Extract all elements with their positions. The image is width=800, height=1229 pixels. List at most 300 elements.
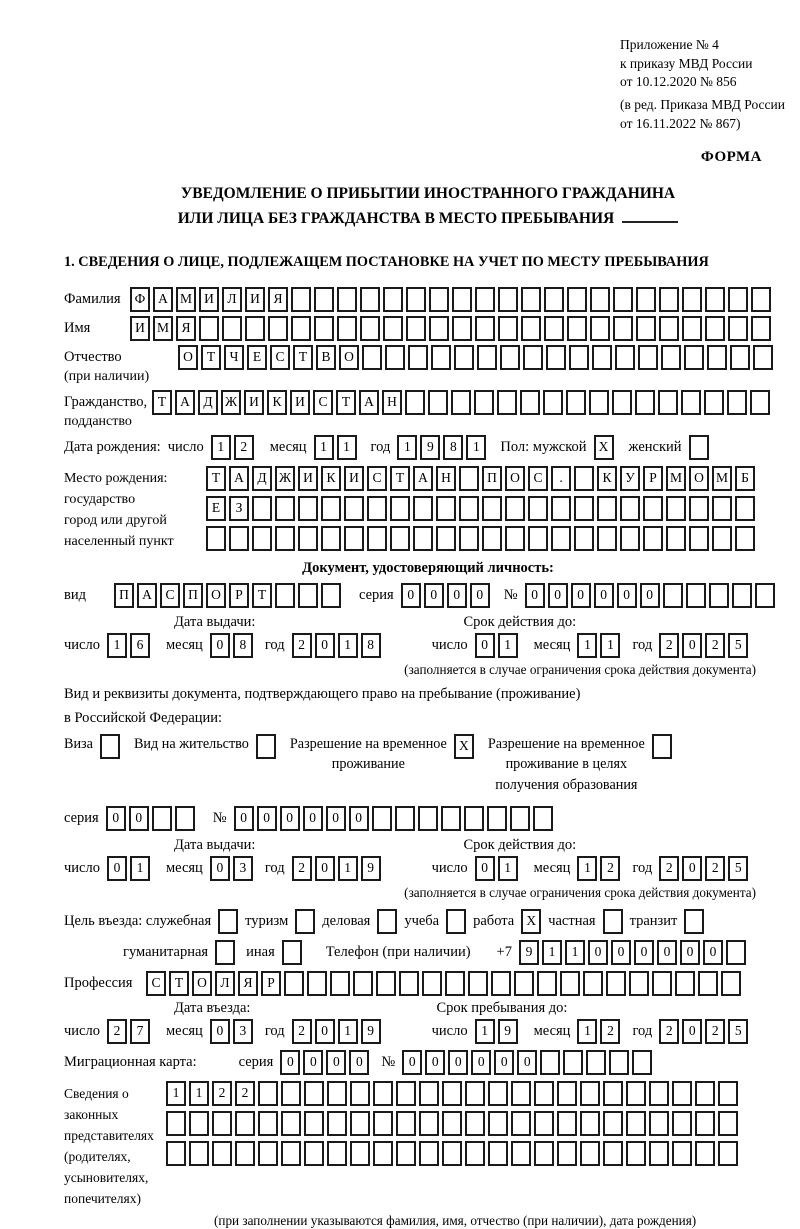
box-cell[interactable]: О — [689, 466, 709, 491]
box-cell[interactable]: Т — [201, 345, 221, 370]
box-cell[interactable]: 0 — [470, 583, 490, 608]
box-cell[interactable] — [514, 971, 534, 996]
box-cell[interactable] — [636, 287, 656, 312]
box-cell[interactable] — [284, 971, 304, 996]
box-cell[interactable] — [681, 390, 701, 415]
box-cell[interactable]: 0 — [447, 583, 467, 608]
box-cell[interactable]: 1 — [600, 633, 620, 658]
box-cell[interactable] — [728, 287, 748, 312]
box-cell[interactable] — [735, 496, 755, 521]
box-cell[interactable] — [298, 526, 318, 551]
box-cell[interactable] — [189, 1111, 209, 1136]
box-cell[interactable]: 0 — [682, 856, 702, 881]
box-cell[interactable] — [330, 971, 350, 996]
box-cell[interactable] — [451, 390, 471, 415]
box-cell[interactable]: С — [367, 466, 387, 491]
box-cell[interactable]: 0 — [525, 583, 545, 608]
box-cell[interactable] — [606, 971, 626, 996]
box-cell[interactable] — [755, 583, 775, 608]
box-cell[interactable]: А — [137, 583, 157, 608]
box-cell[interactable] — [314, 316, 334, 341]
box-cell[interactable] — [592, 345, 612, 370]
box-cell[interactable] — [597, 496, 617, 521]
purpose-humanitarian-checkbox[interactable] — [215, 940, 235, 965]
box-cell[interactable]: 0 — [280, 806, 300, 831]
box-cell[interactable] — [695, 1141, 715, 1166]
box-cell[interactable] — [245, 316, 265, 341]
box-cell[interactable]: К — [321, 466, 341, 491]
box-cell[interactable]: 2 — [659, 1019, 679, 1044]
box-cell[interactable] — [275, 496, 295, 521]
box-cell[interactable]: 0 — [106, 806, 126, 831]
box-cell[interactable]: У — [620, 466, 640, 491]
box-cell[interactable] — [304, 1141, 324, 1166]
box-cell[interactable]: 0 — [326, 1050, 346, 1075]
box-cell[interactable] — [712, 526, 732, 551]
box-cell[interactable] — [751, 316, 771, 341]
box-cell[interactable]: 1 — [189, 1081, 209, 1106]
box-cell[interactable]: 2 — [705, 633, 725, 658]
box-cell[interactable] — [718, 1111, 738, 1136]
box-cell[interactable]: Н — [382, 390, 402, 415]
box-cell[interactable] — [704, 390, 724, 415]
box-cell[interactable]: О — [192, 971, 212, 996]
box-cell[interactable]: Я — [268, 287, 288, 312]
box-cell[interactable]: Я — [238, 971, 258, 996]
box-cell[interactable] — [482, 496, 502, 521]
box-cell[interactable] — [511, 1111, 531, 1136]
box-cell[interactable] — [751, 287, 771, 312]
box-cell[interactable]: М — [153, 316, 173, 341]
box-cell[interactable] — [199, 316, 219, 341]
box-cell[interactable] — [373, 1111, 393, 1136]
box-cell[interactable] — [344, 496, 364, 521]
box-cell[interactable] — [632, 1050, 652, 1075]
box-cell[interactable] — [528, 526, 548, 551]
box-cell[interactable] — [350, 1111, 370, 1136]
box-cell[interactable]: 0 — [107, 856, 127, 881]
box-cell[interactable]: Б — [735, 466, 755, 491]
box-cell[interactable] — [658, 390, 678, 415]
box-cell[interactable] — [488, 1111, 508, 1136]
box-cell[interactable]: 0 — [475, 633, 495, 658]
box-cell[interactable] — [396, 1111, 416, 1136]
box-cell[interactable] — [373, 1141, 393, 1166]
box-cell[interactable] — [212, 1141, 232, 1166]
box-cell[interactable] — [189, 1141, 209, 1166]
box-cell[interactable] — [304, 1081, 324, 1106]
box-cell[interactable]: К — [597, 466, 617, 491]
box-cell[interactable] — [635, 390, 655, 415]
box-cell[interactable] — [452, 287, 472, 312]
box-cell[interactable] — [534, 1081, 554, 1106]
box-cell[interactable]: 2 — [659, 856, 679, 881]
box-cell[interactable] — [442, 1081, 462, 1106]
box-cell[interactable] — [252, 496, 272, 521]
box-cell[interactable] — [291, 316, 311, 341]
box-cell[interactable]: П — [482, 466, 502, 491]
box-cell[interactable] — [372, 806, 392, 831]
box-cell[interactable] — [291, 287, 311, 312]
box-cell[interactable]: 2 — [292, 856, 312, 881]
box-cell[interactable]: 6 — [130, 633, 150, 658]
box-cell[interactable] — [638, 345, 658, 370]
box-cell[interactable] — [477, 345, 497, 370]
box-cell[interactable] — [546, 345, 566, 370]
box-cell[interactable]: З — [229, 496, 249, 521]
box-cell[interactable]: Т — [252, 583, 272, 608]
gender-male-checkbox[interactable]: X — [594, 435, 614, 460]
box-cell[interactable] — [574, 526, 594, 551]
box-cell[interactable] — [590, 287, 610, 312]
box-cell[interactable]: 9 — [519, 940, 539, 965]
box-cell[interactable] — [321, 583, 341, 608]
box-cell[interactable] — [252, 526, 272, 551]
box-cell[interactable]: 2 — [235, 1081, 255, 1106]
box-cell[interactable] — [475, 287, 495, 312]
box-cell[interactable]: 0 — [471, 1050, 491, 1075]
box-cell[interactable]: 2 — [292, 1019, 312, 1044]
box-cell[interactable]: 1 — [542, 940, 562, 965]
box-cell[interactable] — [589, 390, 609, 415]
box-cell[interactable] — [505, 496, 525, 521]
box-cell[interactable]: Ф — [130, 287, 150, 312]
box-cell[interactable] — [405, 390, 425, 415]
box-cell[interactable]: 0 — [425, 1050, 445, 1075]
box-cell[interactable] — [408, 345, 428, 370]
box-cell[interactable]: Н — [436, 466, 456, 491]
box-cell[interactable] — [360, 316, 380, 341]
box-cell[interactable] — [626, 1111, 646, 1136]
box-cell[interactable] — [314, 287, 334, 312]
box-cell[interactable]: 1 — [577, 856, 597, 881]
box-cell[interactable] — [652, 971, 672, 996]
box-cell[interactable] — [166, 1141, 186, 1166]
box-cell[interactable]: 0 — [349, 806, 369, 831]
box-cell[interactable] — [298, 583, 318, 608]
box-cell[interactable] — [597, 526, 617, 551]
box-cell[interactable] — [376, 971, 396, 996]
purpose-private-checkbox[interactable] — [603, 909, 623, 934]
box-cell[interactable] — [612, 390, 632, 415]
box-cell[interactable]: 5 — [728, 1019, 748, 1044]
box-cell[interactable]: 1 — [577, 1019, 597, 1044]
box-cell[interactable]: 0 — [680, 940, 700, 965]
box-cell[interactable] — [753, 345, 773, 370]
box-cell[interactable]: Т — [152, 390, 172, 415]
box-cell[interactable] — [718, 1081, 738, 1106]
box-cell[interactable] — [643, 496, 663, 521]
box-cell[interactable]: 0 — [682, 1019, 702, 1044]
box-cell[interactable] — [304, 1111, 324, 1136]
box-cell[interactable]: 0 — [401, 583, 421, 608]
box-cell[interactable]: Я — [176, 316, 196, 341]
residence-permit-checkbox[interactable] — [256, 734, 276, 759]
box-cell[interactable]: Т — [169, 971, 189, 996]
box-cell[interactable]: Л — [215, 971, 235, 996]
box-cell[interactable] — [566, 390, 586, 415]
box-cell[interactable] — [429, 287, 449, 312]
box-cell[interactable]: 2 — [705, 1019, 725, 1044]
box-cell[interactable]: О — [178, 345, 198, 370]
box-cell[interactable]: А — [175, 390, 195, 415]
box-cell[interactable]: 0 — [475, 856, 495, 881]
box-cell[interactable]: С — [313, 390, 333, 415]
box-cell[interactable]: 0 — [594, 583, 614, 608]
box-cell[interactable]: С — [160, 583, 180, 608]
box-cell[interactable] — [442, 1111, 462, 1136]
box-cell[interactable] — [580, 1141, 600, 1166]
box-cell[interactable] — [498, 287, 518, 312]
box-cell[interactable] — [672, 1141, 692, 1166]
box-cell[interactable] — [649, 1141, 669, 1166]
box-cell[interactable] — [436, 526, 456, 551]
box-cell[interactable]: 0 — [611, 940, 631, 965]
box-cell[interactable]: 0 — [634, 940, 654, 965]
box-cell[interactable] — [567, 287, 587, 312]
box-cell[interactable] — [152, 806, 172, 831]
purpose-tourism-checkbox[interactable] — [295, 909, 315, 934]
box-cell[interactable] — [603, 1111, 623, 1136]
box-cell[interactable] — [464, 806, 484, 831]
box-cell[interactable] — [666, 496, 686, 521]
box-cell[interactable] — [465, 1111, 485, 1136]
box-cell[interactable] — [567, 316, 587, 341]
box-cell[interactable]: 8 — [361, 633, 381, 658]
box-cell[interactable] — [488, 1081, 508, 1106]
box-cell[interactable]: 2 — [659, 633, 679, 658]
box-cell[interactable] — [682, 316, 702, 341]
box-cell[interactable]: 2 — [705, 856, 725, 881]
box-cell[interactable] — [418, 806, 438, 831]
box-cell[interactable]: 0 — [588, 940, 608, 965]
box-cell[interactable]: 2 — [600, 1019, 620, 1044]
box-cell[interactable]: 9 — [498, 1019, 518, 1044]
box-cell[interactable] — [675, 971, 695, 996]
box-cell[interactable] — [385, 345, 405, 370]
box-cell[interactable]: М — [666, 466, 686, 491]
box-cell[interactable] — [222, 316, 242, 341]
box-cell[interactable] — [533, 806, 553, 831]
box-cell[interactable]: 5 — [728, 633, 748, 658]
box-cell[interactable] — [672, 1111, 692, 1136]
box-cell[interactable] — [544, 316, 564, 341]
box-cell[interactable] — [629, 971, 649, 996]
box-cell[interactable]: 0 — [280, 1050, 300, 1075]
box-cell[interactable] — [574, 466, 594, 491]
box-cell[interactable]: П — [114, 583, 134, 608]
box-cell[interactable] — [540, 1050, 560, 1075]
box-cell[interactable] — [626, 1141, 646, 1166]
box-cell[interactable] — [281, 1081, 301, 1106]
box-cell[interactable] — [613, 316, 633, 341]
box-cell[interactable] — [705, 316, 725, 341]
box-cell[interactable] — [580, 1081, 600, 1106]
box-cell[interactable] — [521, 316, 541, 341]
box-cell[interactable] — [235, 1141, 255, 1166]
box-cell[interactable] — [459, 496, 479, 521]
box-cell[interactable] — [672, 1081, 692, 1106]
box-cell[interactable] — [586, 1050, 606, 1075]
box-cell[interactable]: А — [359, 390, 379, 415]
box-cell[interactable] — [712, 496, 732, 521]
box-cell[interactable]: 0 — [617, 583, 637, 608]
box-cell[interactable] — [707, 345, 727, 370]
box-cell[interactable] — [258, 1081, 278, 1106]
box-cell[interactable]: М — [712, 466, 732, 491]
gender-female-checkbox[interactable] — [689, 435, 709, 460]
box-cell[interactable] — [705, 287, 725, 312]
box-cell[interactable] — [721, 971, 741, 996]
box-cell[interactable]: 1 — [498, 856, 518, 881]
box-cell[interactable]: 1 — [338, 1019, 358, 1044]
purpose-transit-checkbox[interactable] — [684, 909, 704, 934]
box-cell[interactable]: 0 — [571, 583, 591, 608]
purpose-study-checkbox[interactable] — [446, 909, 466, 934]
box-cell[interactable] — [557, 1081, 577, 1106]
box-cell[interactable]: 1 — [211, 435, 231, 460]
box-cell[interactable]: Р — [229, 583, 249, 608]
box-cell[interactable] — [534, 1111, 554, 1136]
box-cell[interactable] — [350, 1141, 370, 1166]
purpose-business-checkbox[interactable] — [377, 909, 397, 934]
box-cell[interactable] — [395, 806, 415, 831]
box-cell[interactable] — [574, 496, 594, 521]
box-cell[interactable]: 0 — [657, 940, 677, 965]
box-cell[interactable] — [500, 345, 520, 370]
box-cell[interactable]: И — [130, 316, 150, 341]
purpose-official-checkbox[interactable] — [218, 909, 238, 934]
box-cell[interactable] — [718, 1141, 738, 1166]
box-cell[interactable]: 0 — [682, 633, 702, 658]
box-cell[interactable] — [505, 526, 525, 551]
box-cell[interactable] — [551, 496, 571, 521]
box-cell[interactable]: О — [206, 583, 226, 608]
box-cell[interactable] — [206, 526, 226, 551]
box-cell[interactable]: 1 — [498, 633, 518, 658]
box-cell[interactable] — [659, 316, 679, 341]
box-cell[interactable] — [523, 345, 543, 370]
box-cell[interactable]: 3 — [233, 1019, 253, 1044]
box-cell[interactable] — [406, 287, 426, 312]
box-cell[interactable]: 1 — [314, 435, 334, 460]
box-cell[interactable] — [643, 526, 663, 551]
box-cell[interactable]: Л — [222, 287, 242, 312]
box-cell[interactable] — [684, 345, 704, 370]
box-cell[interactable]: . — [551, 466, 571, 491]
box-cell[interactable] — [419, 1141, 439, 1166]
purpose-other-checkbox[interactable] — [282, 940, 302, 965]
box-cell[interactable] — [396, 1081, 416, 1106]
box-cell[interactable] — [730, 345, 750, 370]
box-cell[interactable] — [695, 1111, 715, 1136]
box-cell[interactable] — [686, 583, 706, 608]
box-cell[interactable]: 0 — [210, 633, 230, 658]
box-cell[interactable] — [419, 1081, 439, 1106]
box-cell[interactable] — [511, 1081, 531, 1106]
box-cell[interactable]: 1 — [565, 940, 585, 965]
box-cell[interactable] — [698, 971, 718, 996]
box-cell[interactable]: 1 — [466, 435, 486, 460]
box-cell[interactable] — [390, 526, 410, 551]
box-cell[interactable] — [620, 526, 640, 551]
box-cell[interactable] — [468, 971, 488, 996]
box-cell[interactable]: О — [339, 345, 359, 370]
box-cell[interactable] — [475, 316, 495, 341]
box-cell[interactable]: 7 — [130, 1019, 150, 1044]
box-cell[interactable] — [609, 1050, 629, 1075]
box-cell[interactable] — [544, 287, 564, 312]
box-cell[interactable] — [563, 1050, 583, 1075]
box-cell[interactable] — [344, 526, 364, 551]
box-cell[interactable]: 1 — [166, 1081, 186, 1106]
box-cell[interactable] — [268, 316, 288, 341]
box-cell[interactable] — [337, 316, 357, 341]
box-cell[interactable]: И — [344, 466, 364, 491]
box-cell[interactable]: 0 — [424, 583, 444, 608]
box-cell[interactable] — [422, 971, 442, 996]
box-cell[interactable]: 0 — [210, 856, 230, 881]
box-cell[interactable] — [442, 1141, 462, 1166]
box-cell[interactable] — [229, 526, 249, 551]
box-cell[interactable]: 5 — [728, 856, 748, 881]
box-cell[interactable] — [615, 345, 635, 370]
box-cell[interactable] — [175, 806, 195, 831]
box-cell[interactable]: 9 — [361, 1019, 381, 1044]
box-cell[interactable]: 9 — [420, 435, 440, 460]
box-cell[interactable]: С — [528, 466, 548, 491]
box-cell[interactable] — [367, 526, 387, 551]
box-cell[interactable] — [726, 940, 746, 965]
box-cell[interactable] — [350, 1081, 370, 1106]
box-cell[interactable] — [419, 1111, 439, 1136]
box-cell[interactable] — [613, 287, 633, 312]
box-cell[interactable]: С — [146, 971, 166, 996]
box-cell[interactable]: А — [153, 287, 173, 312]
box-cell[interactable] — [659, 287, 679, 312]
box-cell[interactable]: 1 — [338, 856, 358, 881]
box-cell[interactable] — [298, 496, 318, 521]
box-cell[interactable]: 0 — [548, 583, 568, 608]
box-cell[interactable] — [488, 1141, 508, 1166]
box-cell[interactable]: Е — [206, 496, 226, 521]
box-cell[interactable] — [474, 390, 494, 415]
box-cell[interactable] — [452, 316, 472, 341]
box-cell[interactable] — [383, 316, 403, 341]
box-cell[interactable]: И — [298, 466, 318, 491]
box-cell[interactable] — [258, 1141, 278, 1166]
box-cell[interactable] — [497, 390, 517, 415]
box-cell[interactable] — [709, 583, 729, 608]
box-cell[interactable]: 0 — [349, 1050, 369, 1075]
box-cell[interactable]: 0 — [129, 806, 149, 831]
box-cell[interactable]: 3 — [233, 856, 253, 881]
box-cell[interactable]: Д — [252, 466, 272, 491]
box-cell[interactable] — [321, 496, 341, 521]
box-cell[interactable] — [465, 1141, 485, 1166]
box-cell[interactable]: 2 — [600, 856, 620, 881]
box-cell[interactable] — [258, 1111, 278, 1136]
box-cell[interactable] — [491, 971, 511, 996]
box-cell[interactable] — [528, 496, 548, 521]
box-cell[interactable] — [487, 806, 507, 831]
box-cell[interactable]: 1 — [338, 633, 358, 658]
box-cell[interactable] — [212, 1111, 232, 1136]
box-cell[interactable]: П — [183, 583, 203, 608]
box-cell[interactable]: 1 — [577, 633, 597, 658]
box-cell[interactable]: 1 — [130, 856, 150, 881]
box-cell[interactable] — [663, 583, 683, 608]
